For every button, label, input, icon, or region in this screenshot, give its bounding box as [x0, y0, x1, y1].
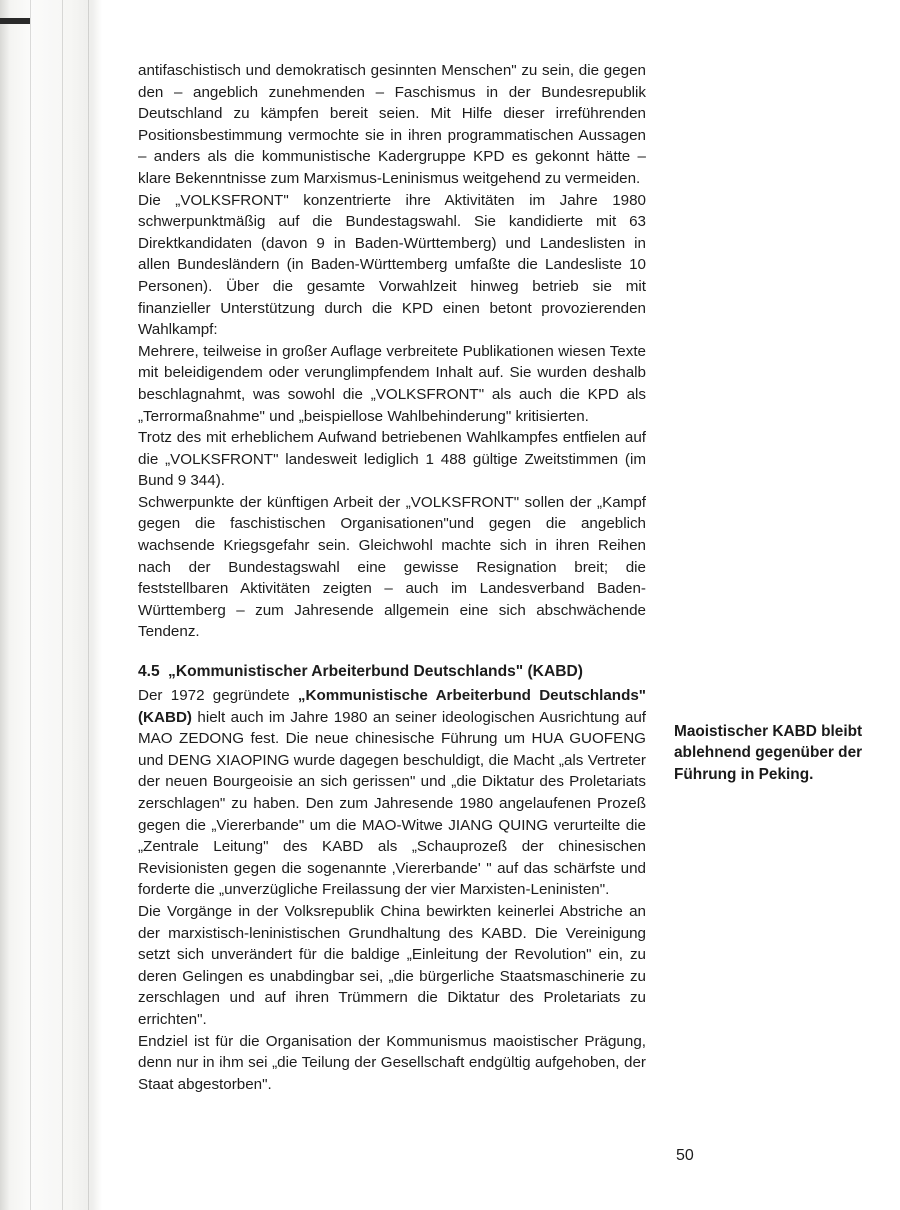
- body-paragraph: Mehrere, teilweise in großer Auflage verbreitete Publikationen wiesen Texte mit beleidigendem oder verunglimpfendem Inhalt auf. Sie wurden deshalb beschlagnahmt, was sowohl die „VOLKSFRONT" als auch die KPD als „Terrormaßnahme" und „beispiellose Wahlbehinderung" kritisierten.: [138, 342, 646, 425]
- body-paragraph: Schwerpunkte der künftigen Arbeit der „VOLKSFRONT" sollen der „Kampf gegen die faschistischen Organisationen"und gegen die angeblich wachsende Kriegsgefahr sein. Gleichwohl machte sich in ihren Reihen nach der Bundestagswahl eine gewisse Resignation breit; die feststellbaren Aktivitäten zeigten – auch im Landesverband Baden-Württemberg – zum Jahresende allgemein eine sich abschwächende Tendenz.: [138, 493, 646, 641]
- lead-text-start: Der 1972 gegründete: [138, 687, 298, 705]
- section-lead-paragraph: [138, 685, 646, 901]
- main-text-column: [138, 60, 646, 1095]
- body-paragraph: Die Vorgänge in der Volksrepublik China bewirkten keinerlei Abstriche an der marxistisch-leninistischen Grundhaltung des KABD. Die Vereinigung setzt sich unverändert für die baldige „Einleitung der Revolution" ein, zu deren Gelingen es unabdingbar sei, „die bürgerliche Staatsmaschinerie zu zerschlagen und auf ihren Trümmern die Diktatur des Proletariats zu errichten".: [138, 902, 646, 1028]
- body-paragraph: Endziel ist für die Organisation der Kommunismus maoistischer Prägung, denn nur in ihm sei „die Teilung der Gesellschaft endgültig aufgehoben, der Staat abgestorben".: [138, 1032, 646, 1093]
- body-paragraph: antifaschistisch und demokratisch gesinnten Menschen" zu sein, die gegen den – angeblich zunehmenden – Faschismus in der Bundesrepublik Deutschland zu kämpfen bereit seien. Mit Hilfe dieser irreführenden Positionsbestimmung vermochte sie in ihren programmatischen Aussagen – anders als die kommunistische Kadergruppe KPD es gekonnt hätte – klare Bekenntnisse zum Marxismus-Leninismus weitgehend zu vermeiden.: [138, 62, 646, 187]
- page-binding-edge: [0, 0, 102, 1210]
- section-number: 4.5: [138, 663, 160, 681]
- corner-mark: [0, 18, 30, 24]
- binding-crease: [62, 0, 63, 1210]
- section-heading: [138, 661, 646, 683]
- margin-note: Maoistischer KABD bleibt ablehnend gegenüber der Führung in Peking.: [674, 723, 863, 783]
- lead-text-rest: hielt auch im Jahre 1980 an seiner ideologischen Ausrichtung auf MAO ZEDONG fest. Die neue chinesische Führung um HUA GUOFENG und DENG XIAOPING wurde dagegen beschuldigt, die Macht „als Vertreter der neuen Bourgeoisie an sich gerissen" und „die Diktatur des Proletariats zerschlagen" zu haben. Den zum Jahresende 1980 angelaufenen Prozeß gegen die „Viererbande" um die MAO-Witwe JIANG QUING verurteilte die „Zentrale Leitung" des KABD als „Schauprozeß der chinesischen Revisionisten gegen die sogenannte ‚Viererbande' " auf das schärfste und forderte die „unverzügliche Freilassung der vier Marxisten-Leninisten".: [138, 708, 646, 899]
- binding-crease: [30, 0, 31, 1210]
- body-paragraph: Trotz des mit erheblichem Aufwand betriebenen Wahlkampfes entfielen auf die „VOLKSFRONT" landesweit lediglich 1 488 gültige Zweitstimmen (im Bund 9 344).: [138, 429, 646, 490]
- binding-crease: [88, 0, 89, 1210]
- page-number: 50: [676, 1147, 694, 1164]
- section-title: „Kommunistischer Arbeiterbund Deutschlands" (KABD): [168, 663, 583, 681]
- body-paragraph: Die „VOLKSFRONT" konzentrierte ihre Aktivitäten im Jahre 1980 schwerpunktmäßig auf die Bundestagswahl. Sie kandidierte mit 63 Direktkandidaten (davon 9 in Baden-Württemberg) und Landeslisten in allen Bundesländern (in Baden-Württemberg umfaßte die Landesliste 10 Personen). Über die gesamte Vorwahlzeit hinweg betrieb sie mit finanzieller Unterstützung durch die KPD einen betont provozierenden Wahlkampf:: [138, 191, 646, 339]
- lead-organization-name: „Kommunistische Arbeiterbund Deutschlands" (KABD): [138, 687, 646, 726]
